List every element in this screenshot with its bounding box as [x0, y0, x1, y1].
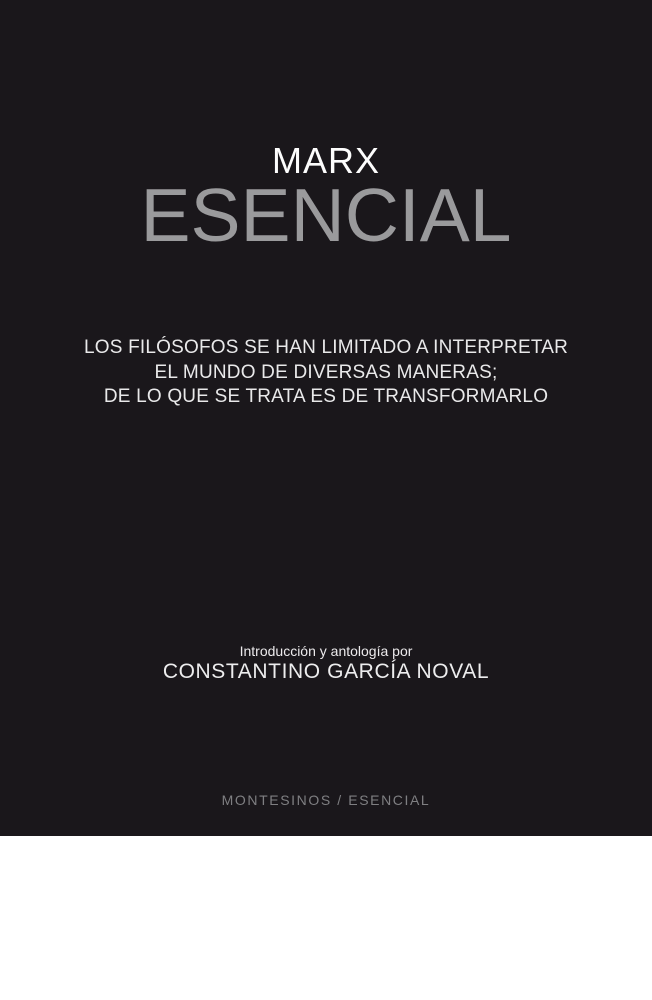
book-title-series: ESENCIAL: [140, 173, 512, 257]
cover-quote-line-2: EL MUNDO DE DIVERSAS MANERAS;: [154, 361, 498, 383]
book-title-author: MARX: [271, 140, 380, 181]
cover-quote-line-1: LOS FILÓSOFOS SE HAN LIMITADO A INTERPRETAR: [83, 337, 569, 358]
cover-quote: [0, 336, 652, 410]
editor-name: CONSTANTINO GARCÍA NOVAL: [162, 660, 490, 683]
credit-intro-text: Introducción y antología por: [239, 643, 413, 659]
cover-quote-line-3: DE LO QUE SE TRATA ES DE TRANSFORMARLO: [103, 386, 549, 407]
publisher-series-line: MONTESINOS / ESENCIAL: [221, 792, 431, 808]
